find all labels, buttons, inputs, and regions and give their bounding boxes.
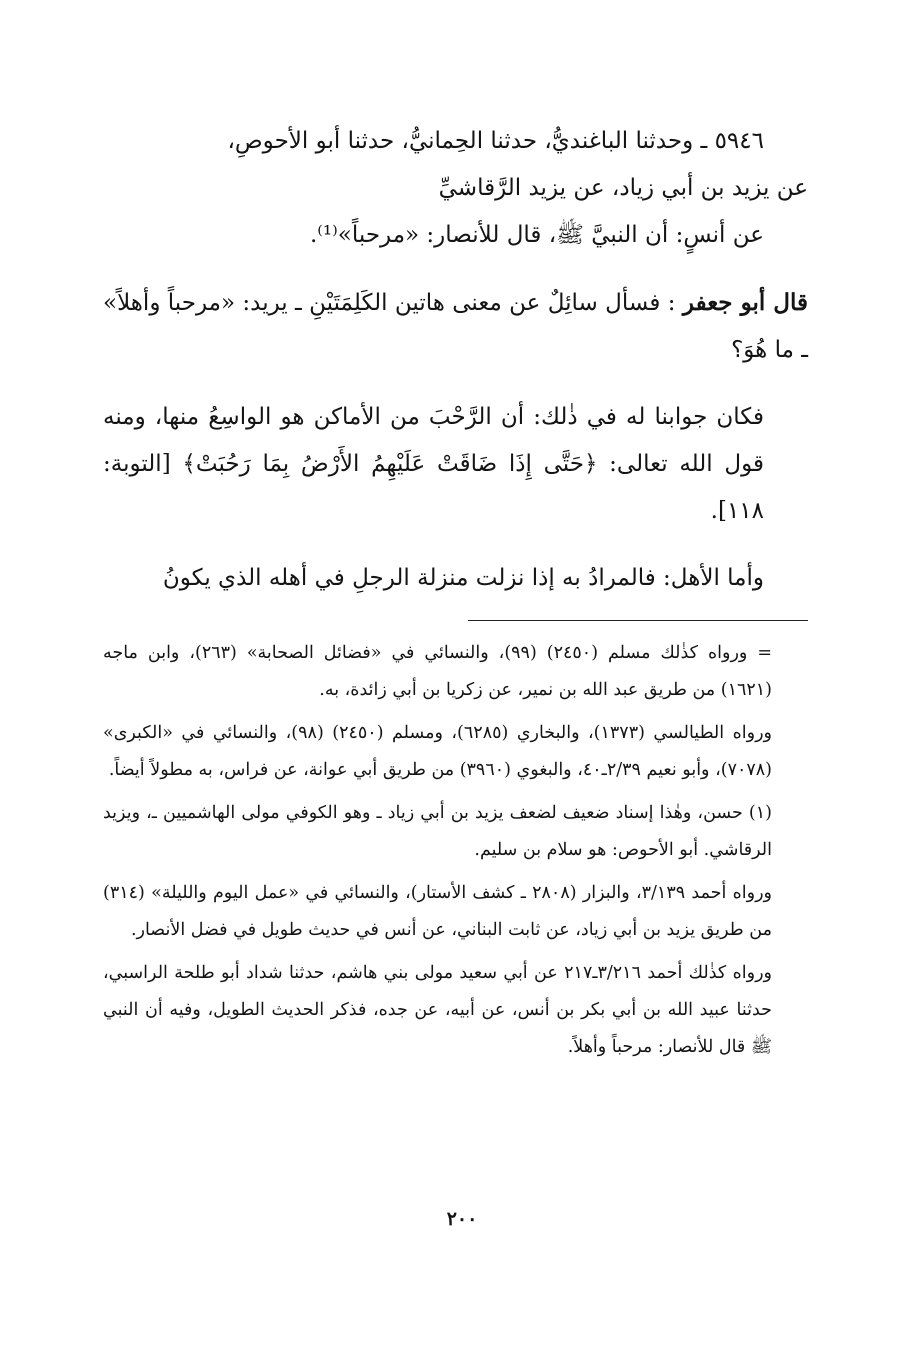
footnote-paragraph: = ورواه كذٰلك مسلم (٢٤٥٠) (٩٩)، والنسائي في «فضائل الصحابة» (٢٦٣)، وابن ماجه (١٦٢١) من طريق عبد الله بن نمير، عن زكريا بن أبي زائدة، به.	[103, 643, 773, 700]
hadith-matn: عن أنسٍ: أن النبيَّ ﷺ، قال للأنصار: «مرحباً»⁽¹⁾.	[309, 222, 764, 248]
page-number: ٢٠٠	[446, 1208, 478, 1230]
hadith-isnad-line2: عن يزيد بن أبي زياد، عن يزيد الرَّقاشيِّ	[438, 175, 808, 201]
commentary-question	[103, 279, 808, 374]
commentary-answer: فكان جوابنا له في ذٰلك: أن الرَّحْبَ من الأماكن هو الواسِعُ منها، ومنه قول الله تعالى: ﴿حَتَّى إِذَا ضَاقَتْ عَلَيْهِمُ الأَرْضُ بِمَا رَحُبَتْ﴾ [التوبة: ١١٨].	[103, 404, 764, 524]
page-body	[103, 118, 808, 1072]
main-text	[103, 118, 808, 602]
commentary-speaker: قال أبو جعفر	[682, 289, 809, 316]
footnote-paragraph: ورواه الطيالسي (١٣٧٣)، والبخاري (٦٢٨٥)، ومسلم (٢٤٥٠) (٩٨)، والنسائي في «الكبرى» (٧٠٧٨)، وأبو نعيم ٢/٣٩ـ٤٠، والبغوي (٣٩٦٠) من طريق أبي عوانة، عن فراس، به مطولاً أيضاً.	[103, 723, 772, 780]
footnotes	[103, 635, 808, 1066]
footnote-divider	[468, 620, 808, 621]
footnote-paragraph: ورواه كذٰلك أحمد ٣/٢١٦ـ٢١٧ عن أبي سعيد مولى بني هاشم، حدثنا شداد أبو طلحة الراسبي، حدثنا عبيد الله بن أبي بكر بن أنس، عن أبيه، عن جده، فذكر الحديث الطويل، وفيه أن النبي ﷺ قال للأنصار: مرحباً وأهلاً.	[103, 963, 772, 1057]
hadith-isnad-line1: ٥٩٤٦ ـ وحدثنا الباغنديُّ، حدثنا الحِمانيُّ، حدثنا أبو الأحوصِ،	[227, 128, 764, 154]
question-text: : فسأل سائِلٌ عن معنى هاتين الكَلِمَتَيْنِ ـ يريد: «مرحباً وأهلاً» ـ ما هُوَ؟	[103, 290, 808, 363]
footnote-paragraph: ورواه أحمد ٣/١٣٩، والبزار (٢٨٠٨ ـ كشف الأستار)، والنسائي في «عمل اليوم والليلة» (٣١٤) من طريق يزيد بن أبي زياد، عن ثابت البناني، عن أنس في حديث طويل في فضل الأنصار.	[103, 883, 772, 940]
commentary-ahl: وأما الأهل: فالمرادُ به إذا نزلت منزلة الرجلِ في أهله الذي يكونُ	[162, 565, 764, 591]
footnote-paragraph: (١) حسن، وهٰذا إسناد ضعيف لضعف يزيد بن أبي زياد ـ وهو الكوفي مولى الهاشميين ـ، ويزيد الرقاشي. أبو الأحوص: هو سلام بن سليم.	[103, 803, 772, 860]
